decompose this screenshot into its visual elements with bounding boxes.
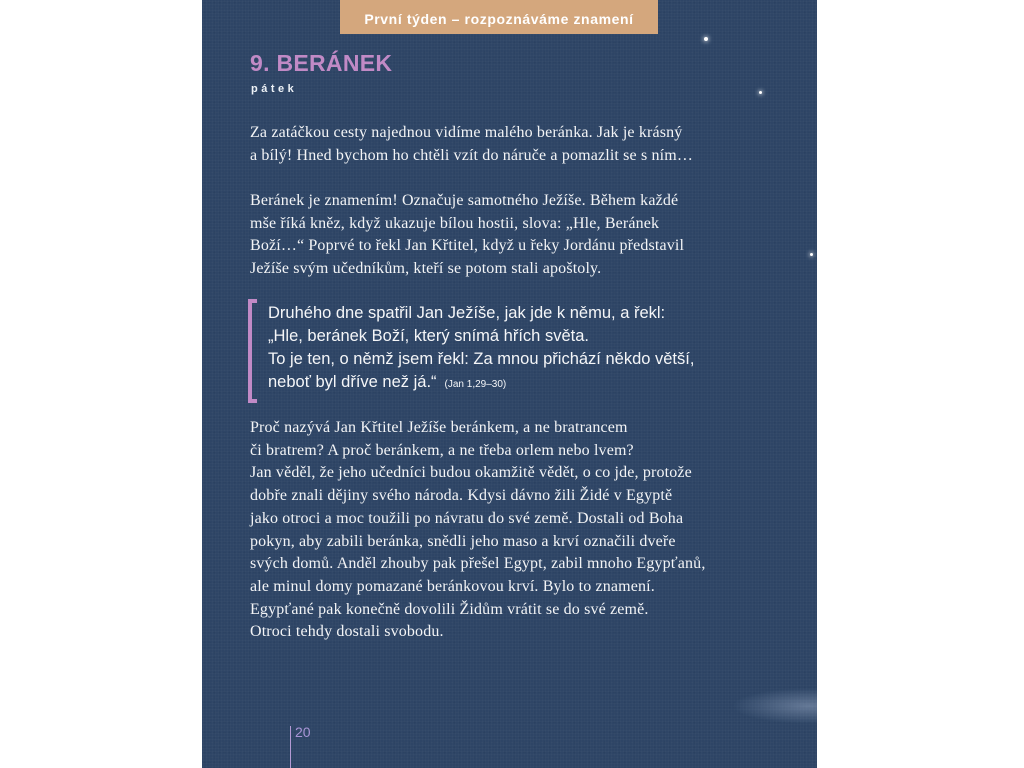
text-line: Proč nazývá Jan Křtitel Ježíše beránkem, a ne bratrancem xyxy=(250,419,628,436)
book-page xyxy=(202,0,817,768)
chapter-title: 9. BERÁNEK xyxy=(250,50,393,76)
text-line: Beránek je znamením! Označuje samotného Ježíše. Během každé xyxy=(250,192,679,209)
starlight-glow xyxy=(732,688,817,724)
star-icon xyxy=(704,37,708,41)
explanation-paragraph xyxy=(250,417,770,644)
text-line: svých domů. Anděl zhouby pak přešel Egypt, zabil mnoho Egypťanů, xyxy=(250,555,706,573)
quote-line: neboť byl dříve než já.“ xyxy=(268,373,437,391)
bible-quote xyxy=(268,302,748,396)
text-line: Egypťané pak konečně dovolili Židům vrátit se do své země. xyxy=(250,600,649,618)
text-line: ale minul domy pomazané beránkovou krví. Bylo to znamení. xyxy=(250,577,655,595)
quote-last-line xyxy=(268,371,748,396)
text-line: Ježíše svým učedníkům, kteří se potom stali apoštoly. xyxy=(250,260,602,278)
text-line: mše říká kněz, když ukazuje bílou hostii, slova: „Hle, Beránek xyxy=(250,214,660,232)
text-line: dobře znali dějiny svého národa. Kdysi dávno žili Židé v Egyptě xyxy=(250,487,673,505)
intro-paragraph xyxy=(250,122,770,167)
page-number-rule xyxy=(290,726,291,768)
text-line: a bílý! Hned bychom ho chtěli vzít do náruče a pomazlit se s ním… xyxy=(250,146,693,164)
quote-bracket-icon xyxy=(248,299,257,403)
quote-reference: (Jan 1,29–30) xyxy=(444,379,507,390)
quote-line: „Hle, beránek Boží, který snímá hřích světa. xyxy=(268,327,589,345)
text-line: Otroci tehdy dostali svobodu. xyxy=(250,623,444,641)
text-line: Za zatáčkou cesty najednou vidíme malého beránka. Jak je krásný xyxy=(250,124,683,141)
quote-line: Druhého dne spatřil Jan Ježíše, jak jde k němu, a řekl: xyxy=(268,304,666,322)
week-header-tab xyxy=(340,0,658,34)
quote-line: To je ten, o němž jsem řekl: Za mnou přichází někdo větší, xyxy=(268,350,695,368)
text-line: Jan věděl, že jeho učedníci budou okamžitě vědět, o co jde, protože xyxy=(250,464,692,482)
star-icon xyxy=(759,91,762,94)
chapter-day: pátek xyxy=(251,83,298,95)
week-label: První týden – rozpoznáváme znamení xyxy=(364,11,634,27)
text-line: jako otroci a moc toužili po návratu do své země. Dostali od Boha xyxy=(250,509,684,527)
star-icon xyxy=(810,253,813,256)
text-line: pokyn, aby zabili beránka, snědli jeho maso a krví označili dveře xyxy=(250,532,676,550)
page-number: 20 xyxy=(295,724,311,740)
text-line: či bratrem? A proč beránkem, a ne třeba orlem nebo lvem? xyxy=(250,441,634,459)
text-line: Boží…“ Poprvé to řekl Jan Křtitel, když u řeky Jordánu představil xyxy=(250,237,685,255)
sign-paragraph xyxy=(250,190,770,281)
